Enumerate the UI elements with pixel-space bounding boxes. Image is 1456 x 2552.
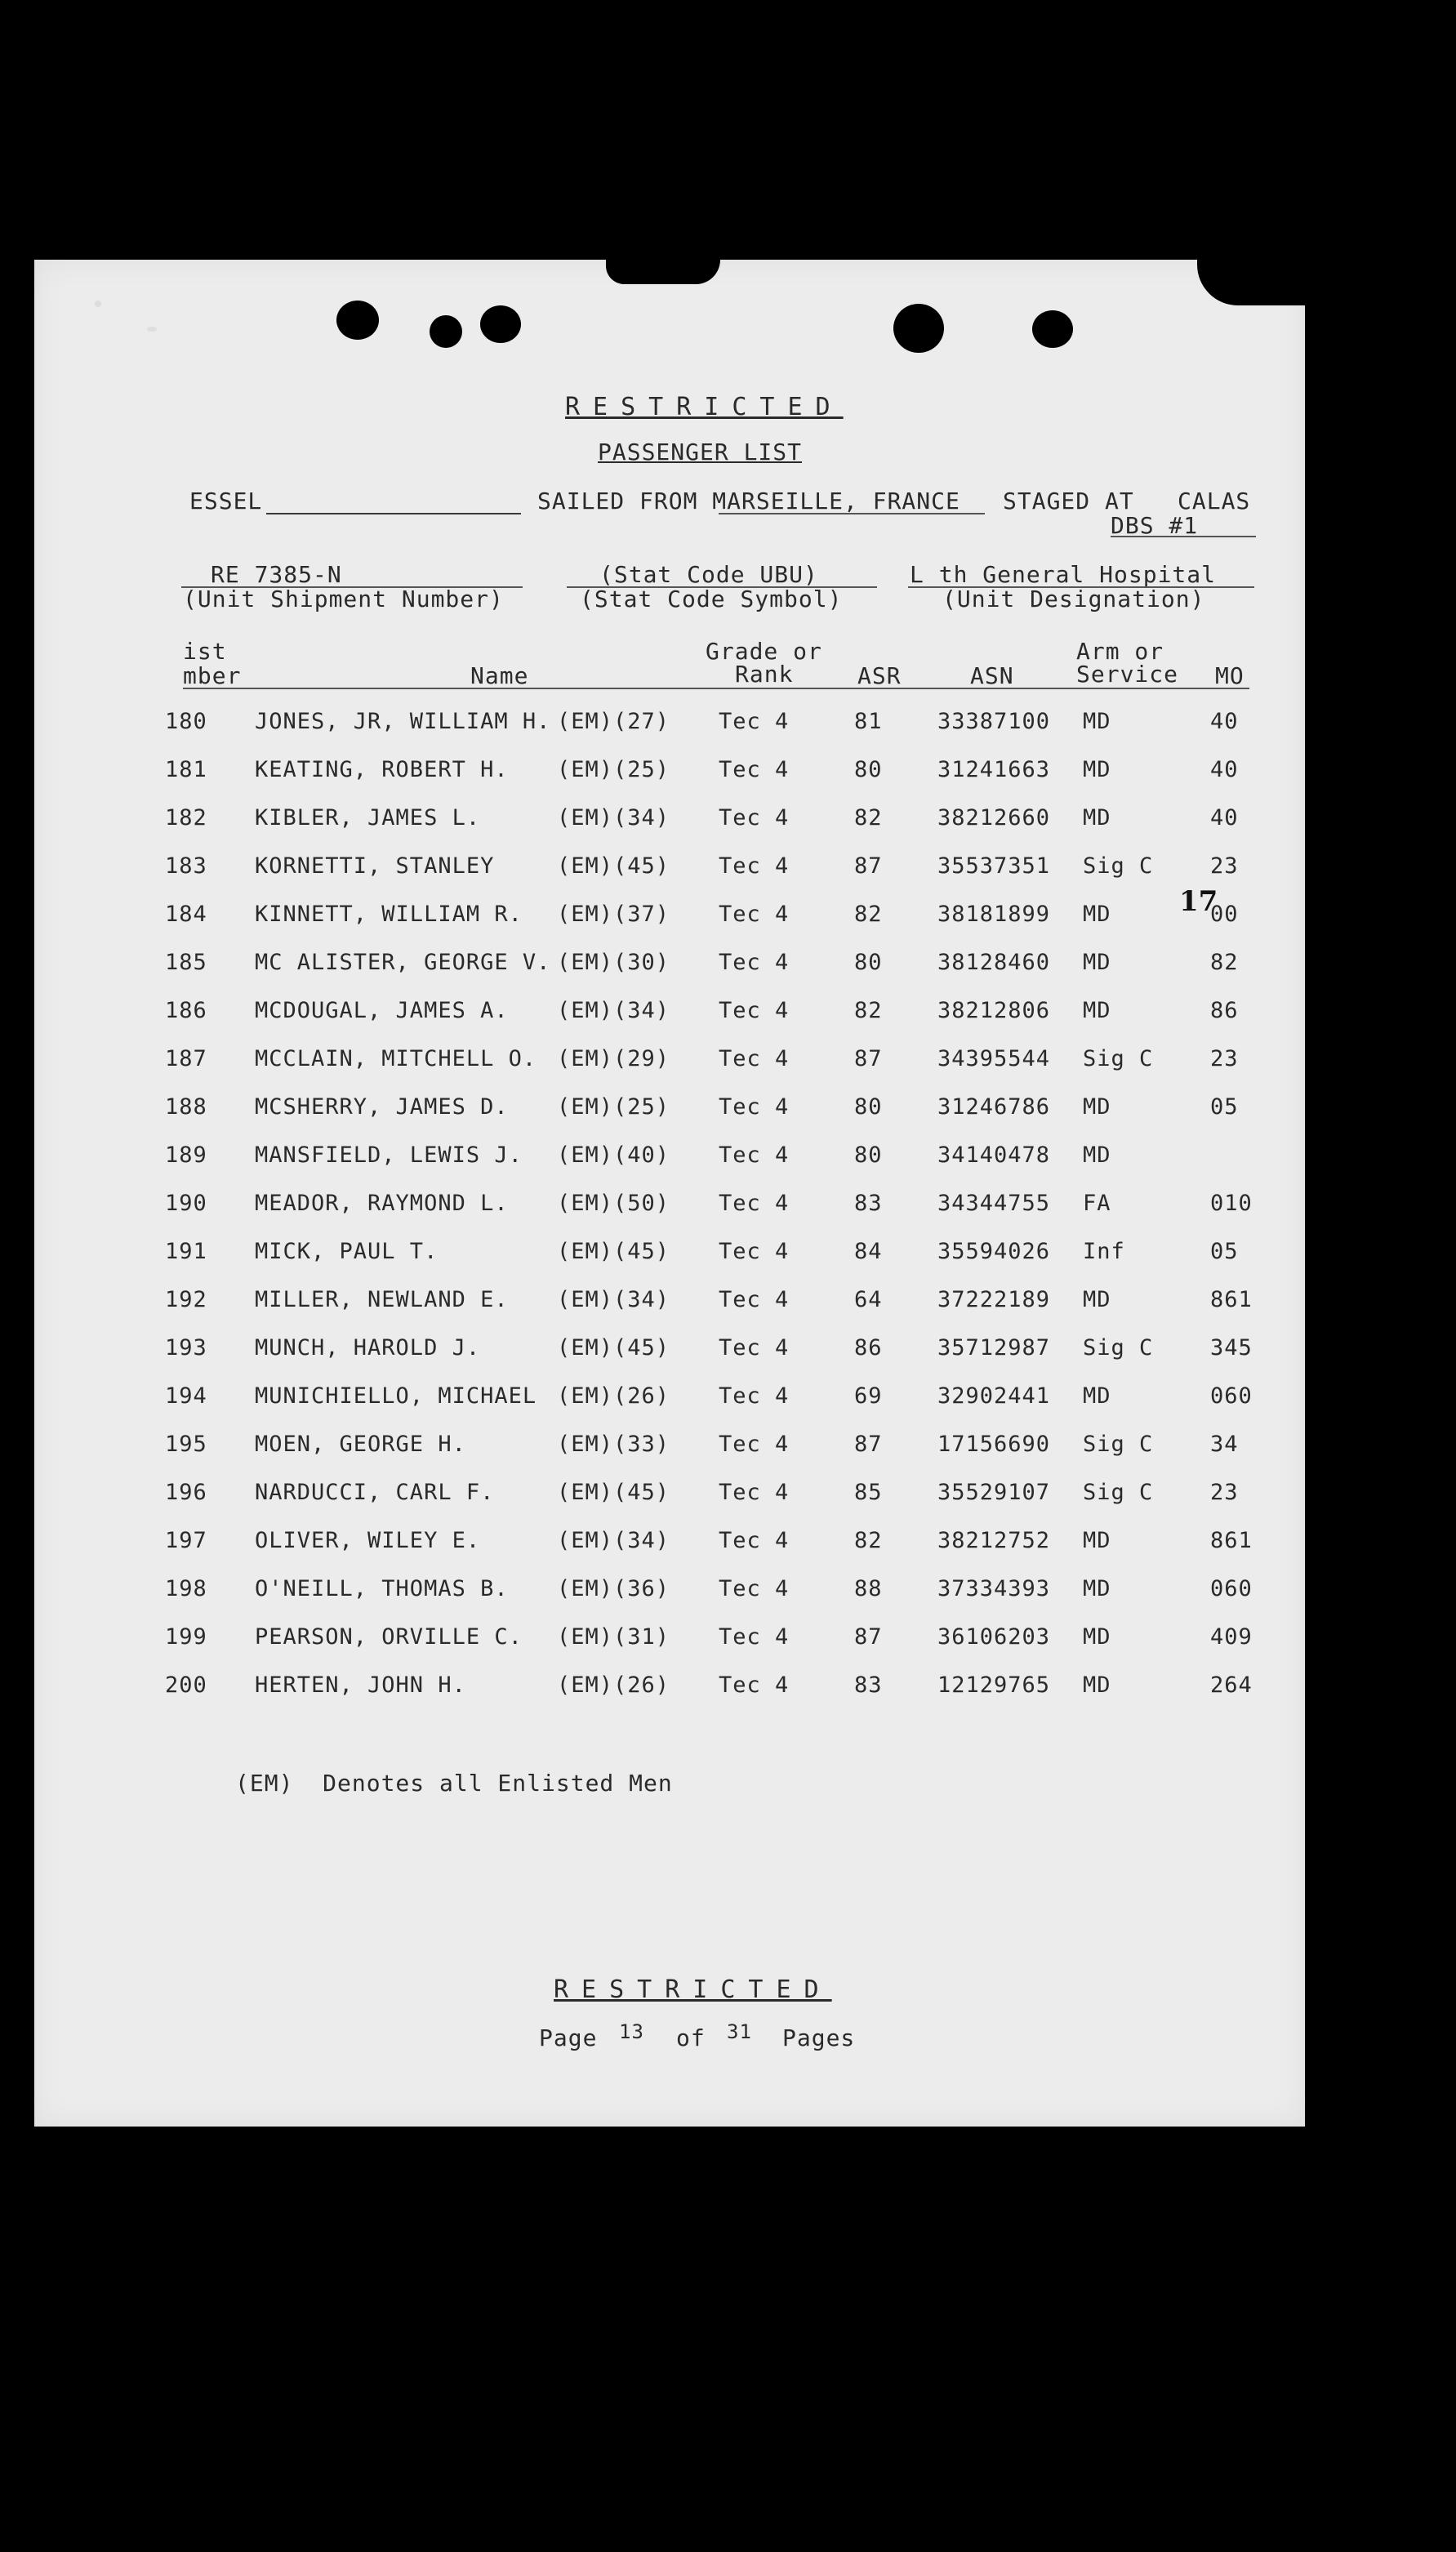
row-arm: MD bbox=[1083, 1528, 1111, 1553]
row-grade: Tec 4 bbox=[719, 1528, 790, 1553]
stat-code-value: (Stat Code UBU) bbox=[599, 561, 818, 588]
row-em-age: (EM)(25) bbox=[557, 1094, 670, 1120]
row-grade: Tec 4 bbox=[719, 1672, 790, 1698]
row-name: O'NEILL, THOMAS B. bbox=[255, 1576, 509, 1601]
row-arm: MD bbox=[1083, 1672, 1111, 1698]
row-em-age: (EM)(30) bbox=[557, 950, 670, 975]
row-name: MEADOR, RAYMOND L. bbox=[255, 1191, 509, 1216]
row-arm: MD bbox=[1083, 1576, 1111, 1601]
row-asr: 83 bbox=[854, 1672, 883, 1698]
page-total: 31 bbox=[727, 2020, 752, 2043]
row-list-number: 183 bbox=[165, 853, 207, 879]
table-row bbox=[34, 1528, 1305, 1561]
col-list-number: ist bbox=[183, 638, 227, 665]
punch-hole bbox=[336, 301, 379, 340]
row-arm: MD bbox=[1083, 1287, 1111, 1312]
row-grade: Tec 4 bbox=[719, 1094, 790, 1120]
col-arm-2: Service bbox=[1076, 661, 1179, 688]
row-asn: 17156690 bbox=[937, 1432, 1051, 1457]
row-asn: 35712987 bbox=[937, 1335, 1051, 1361]
torn-edge bbox=[606, 260, 720, 284]
row-grade: Tec 4 bbox=[719, 1046, 790, 1071]
stray-mark bbox=[147, 327, 157, 332]
row-asr: 82 bbox=[854, 998, 883, 1023]
row-mos: 409 bbox=[1210, 1624, 1253, 1650]
unit-shipment-label: (Unit Shipment Number) bbox=[183, 586, 504, 612]
col-asn: ASN bbox=[970, 662, 1014, 689]
row-mos: 00 bbox=[1210, 902, 1239, 927]
row-grade: Tec 4 bbox=[719, 902, 790, 927]
row-list-number: 184 bbox=[165, 902, 207, 927]
row-grade: Tec 4 bbox=[719, 998, 790, 1023]
row-grade: Tec 4 bbox=[719, 853, 790, 879]
row-grade: Tec 4 bbox=[719, 805, 790, 831]
row-em-age: (EM)(27) bbox=[557, 709, 670, 734]
row-mos: 23 bbox=[1210, 853, 1239, 879]
row-asn: 38212806 bbox=[937, 998, 1051, 1023]
col-grade-2: Rank bbox=[735, 661, 794, 688]
row-asn: 37334393 bbox=[937, 1576, 1051, 1601]
punch-hole bbox=[893, 304, 944, 353]
row-list-number: 188 bbox=[165, 1094, 207, 1120]
vessel-label: ESSEL bbox=[189, 488, 263, 514]
row-asn: 38181899 bbox=[937, 902, 1051, 927]
row-list-number: 191 bbox=[165, 1239, 207, 1264]
row-mos: 264 bbox=[1210, 1672, 1253, 1698]
row-arm: MD bbox=[1083, 805, 1111, 831]
row-asr: 88 bbox=[854, 1576, 883, 1601]
col-mos: MO bbox=[1215, 662, 1245, 689]
row-asr: 87 bbox=[854, 1624, 883, 1650]
row-asr: 82 bbox=[854, 902, 883, 927]
row-name: NARDUCCI, CARL F. bbox=[255, 1480, 495, 1505]
document-page bbox=[34, 260, 1305, 2127]
passenger-list-title: PASSENGER LIST bbox=[598, 439, 803, 465]
row-name: OLIVER, WILEY E. bbox=[255, 1528, 481, 1553]
table-row bbox=[34, 1142, 1305, 1175]
classification-bottom: RESTRICTED bbox=[554, 1975, 832, 2004]
row-mos: 40 bbox=[1210, 709, 1239, 734]
row-asn: 35537351 bbox=[937, 853, 1051, 879]
row-asn: 36106203 bbox=[937, 1624, 1051, 1650]
row-asr: 64 bbox=[854, 1287, 883, 1312]
row-grade: Tec 4 bbox=[719, 1624, 790, 1650]
staged-at-value: CALAS bbox=[1178, 488, 1251, 514]
row-em-age: (EM)(34) bbox=[557, 998, 670, 1023]
unit-designation-value: L th General Hospital bbox=[910, 561, 1217, 588]
row-arm: Inf bbox=[1083, 1239, 1125, 1264]
table-row bbox=[34, 1383, 1305, 1416]
row-list-number: 197 bbox=[165, 1528, 207, 1553]
row-em-age: (EM)(45) bbox=[557, 1480, 670, 1505]
row-asn: 33387100 bbox=[937, 709, 1051, 734]
sailed-from: SAILED FROM MARSEILLE, FRANCE bbox=[537, 488, 960, 514]
row-grade: Tec 4 bbox=[719, 709, 790, 734]
row-asn: 38212752 bbox=[937, 1528, 1051, 1553]
header-underline bbox=[183, 688, 1249, 689]
row-asn: 38128460 bbox=[937, 950, 1051, 975]
page-of: of bbox=[676, 2024, 706, 2051]
row-name: MUNCH, HAROLD J. bbox=[255, 1335, 481, 1361]
row-em-age: (EM)(33) bbox=[557, 1432, 670, 1457]
table-row bbox=[34, 998, 1305, 1031]
table-row bbox=[34, 950, 1305, 982]
row-em-age: (EM)(26) bbox=[557, 1383, 670, 1409]
row-list-number: 185 bbox=[165, 950, 207, 975]
row-em-age: (EM)(45) bbox=[557, 853, 670, 879]
table-row bbox=[34, 1624, 1305, 1657]
row-mos: 345 bbox=[1210, 1335, 1253, 1361]
col-list-number-2: mber bbox=[183, 662, 242, 689]
table-row bbox=[34, 1576, 1305, 1609]
row-arm: MD bbox=[1083, 902, 1111, 927]
table-row bbox=[34, 1432, 1305, 1464]
footnote: (EM) Denotes all Enlisted Men bbox=[235, 1770, 673, 1797]
table-row bbox=[34, 1672, 1305, 1705]
vessel-blank bbox=[266, 513, 521, 514]
row-arm: Sig C bbox=[1083, 1432, 1154, 1457]
row-em-age: (EM)(31) bbox=[557, 1624, 670, 1650]
table-row bbox=[34, 1094, 1305, 1127]
row-asn: 34344755 bbox=[937, 1191, 1051, 1216]
row-asr: 81 bbox=[854, 709, 883, 734]
row-list-number: 194 bbox=[165, 1383, 207, 1409]
row-em-age: (EM)(34) bbox=[557, 1528, 670, 1553]
table-row bbox=[34, 1239, 1305, 1272]
row-arm: Sig C bbox=[1083, 1046, 1154, 1071]
row-asr: 83 bbox=[854, 1191, 883, 1216]
row-mos: 05 bbox=[1210, 1094, 1239, 1120]
row-name: MUNICHIELLO, MICHAEL bbox=[255, 1383, 537, 1409]
row-em-age: (EM)(34) bbox=[557, 805, 670, 831]
table-row bbox=[34, 1191, 1305, 1223]
row-asr: 85 bbox=[854, 1480, 883, 1505]
table-row bbox=[34, 902, 1305, 934]
row-mos: 82 bbox=[1210, 950, 1239, 975]
row-em-age: (EM)(45) bbox=[557, 1335, 670, 1361]
row-mos: 34 bbox=[1210, 1432, 1239, 1457]
row-list-number: 189 bbox=[165, 1142, 207, 1168]
row-grade: Tec 4 bbox=[719, 1335, 790, 1361]
row-arm: Sig C bbox=[1083, 853, 1154, 879]
row-arm: Sig C bbox=[1083, 1335, 1154, 1361]
row-name: MANSFIELD, LEWIS J. bbox=[255, 1142, 523, 1168]
row-mos: 010 bbox=[1210, 1191, 1253, 1216]
staged-at-label: STAGED AT bbox=[1003, 488, 1134, 514]
col-grade: Grade or bbox=[706, 638, 822, 665]
classification-top: RESTRICTED bbox=[565, 393, 844, 421]
row-arm: MD bbox=[1083, 757, 1111, 782]
table-row bbox=[34, 853, 1305, 886]
row-grade: Tec 4 bbox=[719, 1287, 790, 1312]
table-row bbox=[34, 1335, 1305, 1368]
row-list-number: 195 bbox=[165, 1432, 207, 1457]
row-asn: 34140478 bbox=[937, 1142, 1051, 1168]
staged-at-value-2: DBS #1 bbox=[1111, 512, 1199, 539]
row-list-number: 198 bbox=[165, 1576, 207, 1601]
row-asr: 80 bbox=[854, 1142, 883, 1168]
row-asr: 84 bbox=[854, 1239, 883, 1264]
row-name: MCDOUGAL, JAMES A. bbox=[255, 998, 509, 1023]
row-mos: 23 bbox=[1210, 1480, 1239, 1505]
row-name: MC ALISTER, GEORGE V. bbox=[255, 950, 551, 975]
row-em-age: (EM)(29) bbox=[557, 1046, 670, 1071]
row-name: JONES, JR, WILLIAM H. bbox=[255, 709, 551, 734]
row-name: KEATING, ROBERT H. bbox=[255, 757, 509, 782]
table-row bbox=[34, 1046, 1305, 1079]
page-number: 13 bbox=[619, 2020, 644, 2043]
row-grade: Tec 4 bbox=[719, 1576, 790, 1601]
row-mos: 060 bbox=[1210, 1383, 1253, 1409]
row-arm: MD bbox=[1083, 1142, 1111, 1168]
row-mos: 86 bbox=[1210, 998, 1239, 1023]
row-asr: 87 bbox=[854, 1432, 883, 1457]
row-mos: 060 bbox=[1210, 1576, 1253, 1601]
row-grade: Tec 4 bbox=[719, 757, 790, 782]
row-mos: 861 bbox=[1210, 1287, 1253, 1312]
row-name: MOEN, GEORGE H. bbox=[255, 1432, 466, 1457]
row-name: MCCLAIN, MITCHELL O. bbox=[255, 1046, 537, 1071]
punch-hole bbox=[1032, 310, 1073, 348]
row-list-number: 180 bbox=[165, 709, 207, 734]
row-mos: 40 bbox=[1210, 805, 1239, 831]
sailed-from-underline bbox=[719, 513, 985, 514]
row-arm: MD bbox=[1083, 1383, 1111, 1409]
row-asn: 32902441 bbox=[937, 1383, 1051, 1409]
row-arm: MD bbox=[1083, 950, 1111, 975]
row-em-age: (EM)(36) bbox=[557, 1576, 670, 1601]
row-list-number: 192 bbox=[165, 1287, 207, 1312]
row-grade: Tec 4 bbox=[719, 1239, 790, 1264]
page-suffix: Pages bbox=[782, 2024, 856, 2051]
row-list-number: 187 bbox=[165, 1046, 207, 1071]
row-asn: 31241663 bbox=[937, 757, 1051, 782]
row-mos: 861 bbox=[1210, 1528, 1253, 1553]
row-em-age: (EM)(25) bbox=[557, 757, 670, 782]
row-name: MCSHERRY, JAMES D. bbox=[255, 1094, 509, 1120]
row-arm: MD bbox=[1083, 1624, 1111, 1650]
unit-designation-label: (Unit Designation) bbox=[942, 586, 1205, 612]
table-row bbox=[34, 805, 1305, 838]
row-em-age: (EM)(26) bbox=[557, 1672, 670, 1698]
row-asn: 31246786 bbox=[937, 1094, 1051, 1120]
row-asn: 12129765 bbox=[937, 1672, 1051, 1698]
table-row bbox=[34, 1287, 1305, 1320]
row-mos: 23 bbox=[1210, 1046, 1239, 1071]
row-em-age: (EM)(37) bbox=[557, 902, 670, 927]
row-arm: Sig C bbox=[1083, 1480, 1154, 1505]
col-asr: ASR bbox=[857, 662, 902, 689]
row-list-number: 182 bbox=[165, 805, 207, 831]
row-grade: Tec 4 bbox=[719, 950, 790, 975]
row-list-number: 200 bbox=[165, 1672, 207, 1698]
row-name: KORNETTI, STANLEY bbox=[255, 853, 495, 879]
table-row bbox=[34, 757, 1305, 790]
row-list-number: 193 bbox=[165, 1335, 207, 1361]
row-asr: 80 bbox=[854, 757, 883, 782]
row-em-age: (EM)(45) bbox=[557, 1239, 670, 1264]
row-em-age: (EM)(40) bbox=[557, 1142, 670, 1168]
row-arm: FA bbox=[1083, 1191, 1111, 1216]
row-asr: 80 bbox=[854, 950, 883, 975]
page-prefix: Page bbox=[539, 2024, 598, 2051]
row-asr: 82 bbox=[854, 1528, 883, 1553]
row-asr: 86 bbox=[854, 1335, 883, 1361]
row-asr: 87 bbox=[854, 853, 883, 879]
row-list-number: 199 bbox=[165, 1624, 207, 1650]
row-mos: 05 bbox=[1210, 1239, 1239, 1264]
punch-hole bbox=[430, 315, 462, 348]
row-list-number: 190 bbox=[165, 1191, 207, 1216]
row-asr: 82 bbox=[854, 805, 883, 831]
row-name: MICK, PAUL T. bbox=[255, 1239, 439, 1264]
row-list-number: 181 bbox=[165, 757, 207, 782]
punch-hole bbox=[480, 305, 521, 343]
row-asn: 34395544 bbox=[937, 1046, 1051, 1071]
row-name: PEARSON, ORVILLE C. bbox=[255, 1624, 523, 1650]
row-em-age: (EM)(50) bbox=[557, 1191, 670, 1216]
row-list-number: 196 bbox=[165, 1480, 207, 1505]
col-name: Name bbox=[470, 662, 529, 689]
row-asr: 87 bbox=[854, 1046, 883, 1071]
table-row bbox=[34, 1480, 1305, 1512]
row-grade: Tec 4 bbox=[719, 1142, 790, 1168]
row-em-age: (EM)(34) bbox=[557, 1287, 670, 1312]
row-mos: 40 bbox=[1210, 757, 1239, 782]
row-grade: Tec 4 bbox=[719, 1432, 790, 1457]
staged-underline bbox=[1111, 536, 1256, 537]
unit-shipment-value: RE 7385-N bbox=[211, 561, 342, 588]
row-list-number: 186 bbox=[165, 998, 207, 1023]
row-asr: 69 bbox=[854, 1383, 883, 1409]
row-grade: Tec 4 bbox=[719, 1480, 790, 1505]
col-arm: Arm or bbox=[1076, 638, 1164, 665]
row-asr: 80 bbox=[854, 1094, 883, 1120]
row-name: MILLER, NEWLAND E. bbox=[255, 1287, 509, 1312]
stray-mark bbox=[95, 301, 101, 307]
row-grade: Tec 4 bbox=[719, 1191, 790, 1216]
row-name: HERTEN, JOHN H. bbox=[255, 1672, 466, 1698]
torn-edge bbox=[1197, 260, 1311, 305]
row-arm: MD bbox=[1083, 998, 1111, 1023]
row-asn: 35529107 bbox=[937, 1480, 1051, 1505]
row-grade: Tec 4 bbox=[719, 1383, 790, 1409]
row-arm: MD bbox=[1083, 709, 1111, 734]
row-arm: MD bbox=[1083, 1094, 1111, 1120]
row-name: KINNETT, WILLIAM R. bbox=[255, 902, 523, 927]
stat-code-label: (Stat Code Symbol) bbox=[580, 586, 843, 612]
row-asn: 38212660 bbox=[937, 805, 1051, 831]
row-asn: 37222189 bbox=[937, 1287, 1051, 1312]
row-asn: 35594026 bbox=[937, 1239, 1051, 1264]
table-row bbox=[34, 709, 1305, 742]
handwritten-number: 17 bbox=[1179, 885, 1218, 918]
row-name: KIBLER, JAMES L. bbox=[255, 805, 481, 831]
